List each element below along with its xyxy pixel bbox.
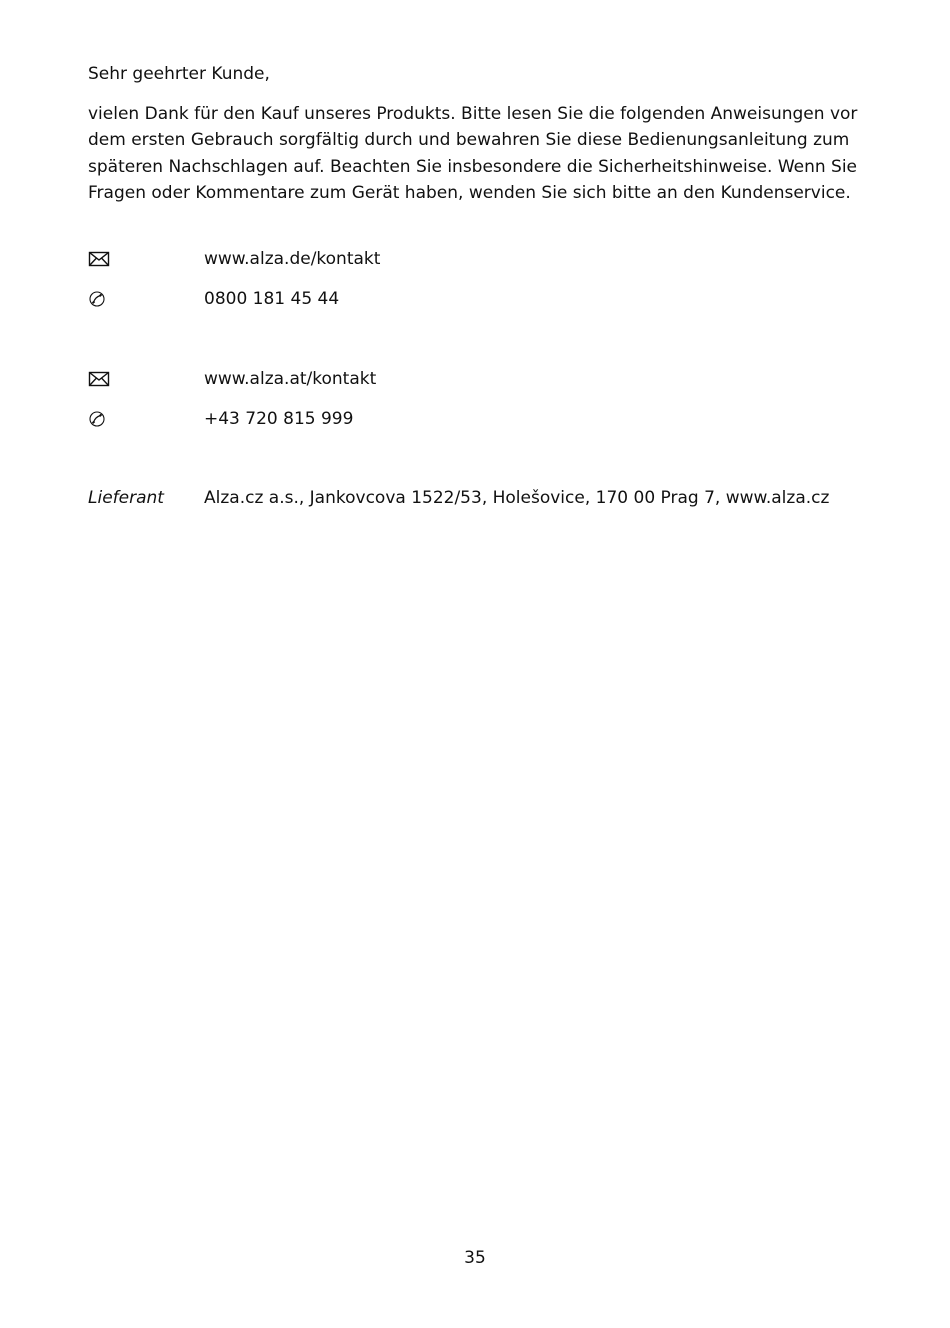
contact-row-at-web [88, 366, 858, 392]
telephone-icon [88, 286, 112, 312]
contact-row-de-phone [88, 286, 858, 312]
contact-phone-de[interactable]: 0800 181 45 44 [204, 289, 340, 309]
supplier-address: Alza.cz a.s., Jankovcova 1522/53, Holešovice, 170 00 Prag 7, www.alza.cz [204, 488, 830, 508]
intro-paragraph: vielen Dank für den Kauf unseres Produkts. Bitte lesen Sie die folgenden Anweisungen vor dem ersten Gebrauch sorgfältig durch und bewahren Sie diese Bedienungsanleitung zum späteren Nachschlagen auf. Beachten Sie insbesondere die Sicherheitshinweise. Wenn Sie Fragen oder Kommentare zum Gerät haben, wenden Sie sich bitte an den Kundenservice. [88, 104, 858, 204]
contact-row-de-web [88, 246, 858, 272]
contact-web-de[interactable]: www.alza.de/kontakt [204, 249, 381, 269]
envelope-icon [88, 246, 112, 272]
telephone-icon [88, 406, 112, 432]
contact-phone-at[interactable]: +43 720 815 999 [204, 409, 354, 429]
envelope-icon [88, 366, 112, 392]
greeting: Sehr geehrter Kunde, [88, 64, 270, 84]
contact-row-at-phone [88, 406, 858, 432]
supplier-label: Lieferant [88, 488, 164, 508]
page-number: 35 [464, 1248, 486, 1268]
contact-web-at[interactable]: www.alza.at/kontakt [204, 369, 377, 389]
supplier-row [88, 485, 858, 511]
